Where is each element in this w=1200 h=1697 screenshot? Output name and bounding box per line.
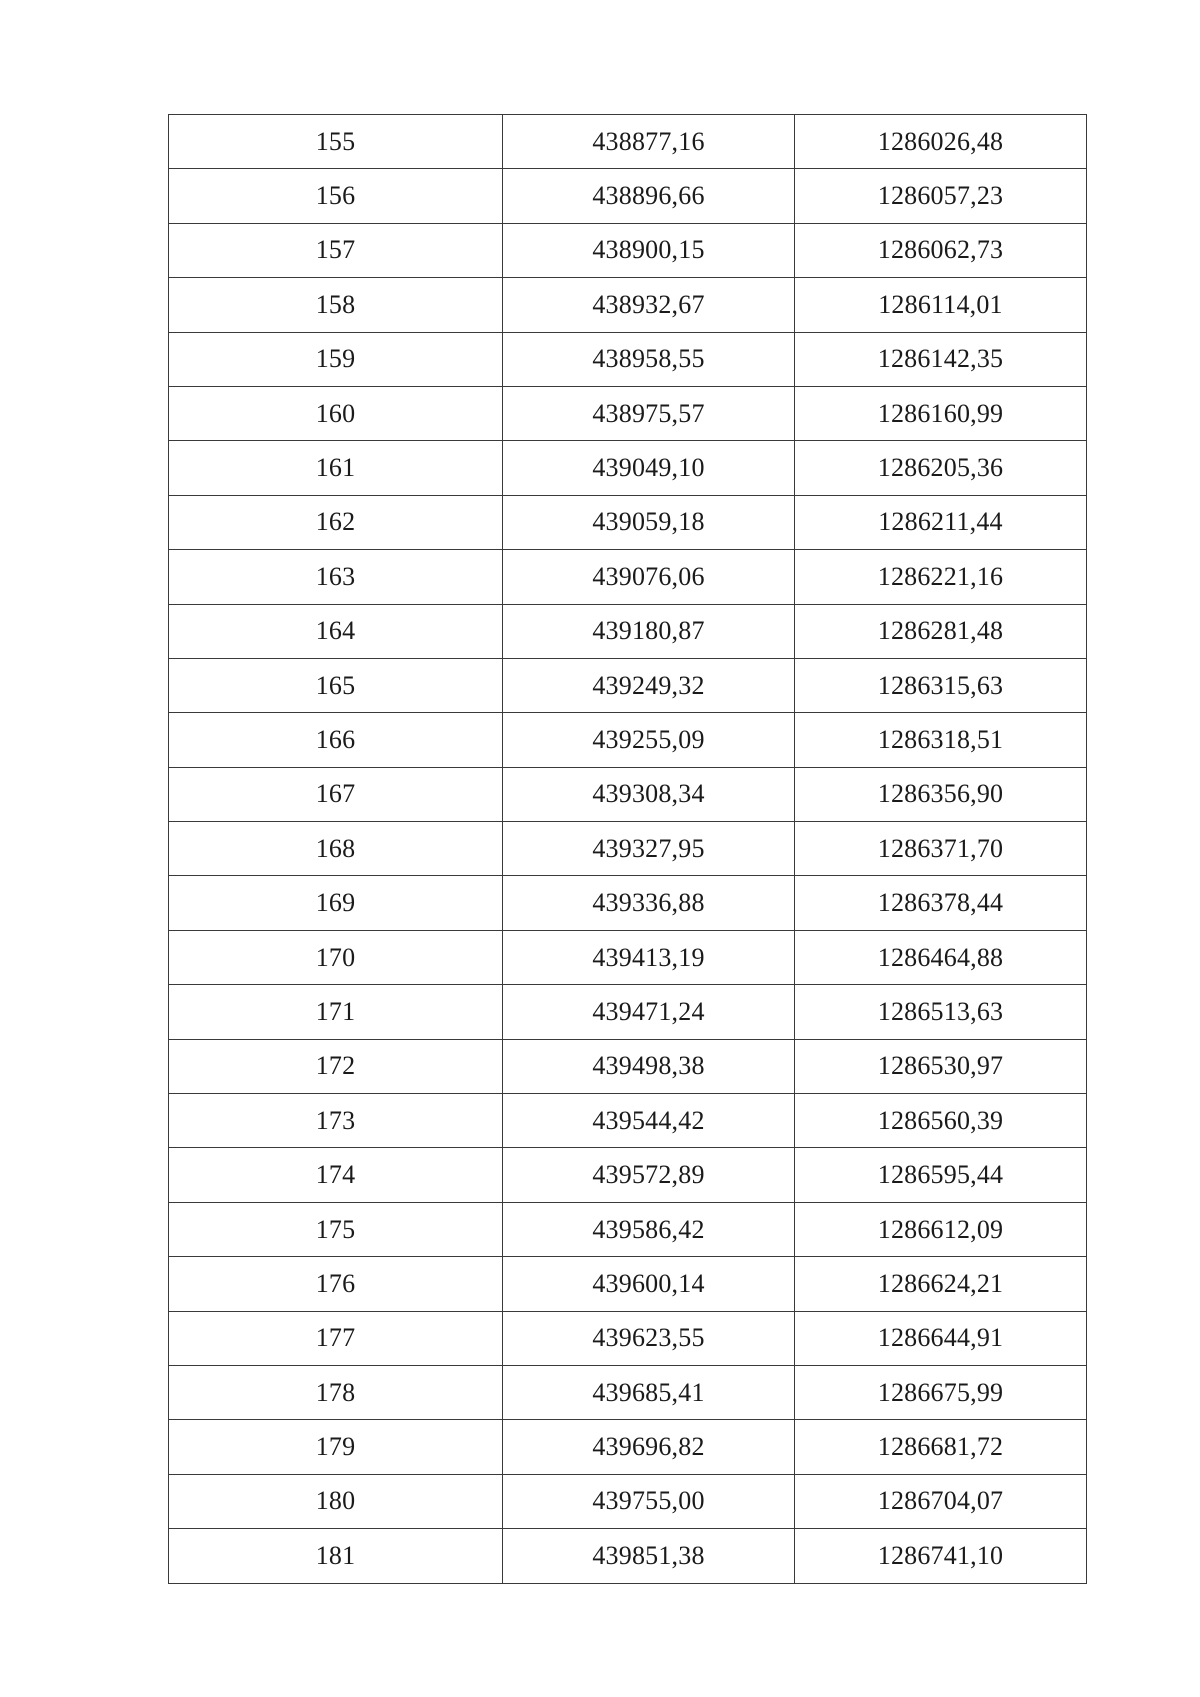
y-coordinate-cell: 1286681,72 [795, 1420, 1087, 1474]
y-coordinate-cell: 1286318,51 [795, 713, 1087, 767]
x-coordinate-cell: 439498,38 [503, 1039, 795, 1093]
point-number-cell: 165 [169, 658, 503, 712]
table-row [169, 1148, 1087, 1202]
y-coordinate-cell: 1286062,73 [795, 223, 1087, 277]
y-coordinate-cell: 1286612,09 [795, 1202, 1087, 1256]
x-coordinate-cell: 439049,10 [503, 441, 795, 495]
point-number-cell: 163 [169, 550, 503, 604]
x-coordinate-cell: 438877,16 [503, 115, 795, 169]
table-row [169, 1094, 1087, 1148]
point-number-cell: 161 [169, 441, 503, 495]
table-row [169, 1039, 1087, 1093]
table-row [169, 1257, 1087, 1311]
table-row [169, 332, 1087, 386]
point-number-cell: 155 [169, 115, 503, 169]
x-coordinate-cell: 439336,88 [503, 876, 795, 930]
coordinates-table [168, 114, 1087, 1584]
x-coordinate-cell: 438932,67 [503, 278, 795, 332]
y-coordinate-cell: 1286142,35 [795, 332, 1087, 386]
x-coordinate-cell: 438958,55 [503, 332, 795, 386]
x-coordinate-cell: 439685,41 [503, 1365, 795, 1419]
x-coordinate-cell: 439755,00 [503, 1474, 795, 1528]
table-row [169, 930, 1087, 984]
table-row [169, 1365, 1087, 1419]
x-coordinate-cell: 439327,95 [503, 822, 795, 876]
x-coordinate-cell: 438975,57 [503, 386, 795, 440]
point-number-cell: 174 [169, 1148, 503, 1202]
x-coordinate-cell: 439308,34 [503, 767, 795, 821]
y-coordinate-cell: 1286513,63 [795, 985, 1087, 1039]
point-number-cell: 159 [169, 332, 503, 386]
x-coordinate-cell: 439544,42 [503, 1094, 795, 1148]
point-number-cell: 181 [169, 1529, 503, 1583]
y-coordinate-cell: 1286221,16 [795, 550, 1087, 604]
table-row [169, 1420, 1087, 1474]
table-row [169, 658, 1087, 712]
y-coordinate-cell: 1286704,07 [795, 1474, 1087, 1528]
table-row [169, 985, 1087, 1039]
point-number-cell: 173 [169, 1094, 503, 1148]
point-number-cell: 167 [169, 767, 503, 821]
x-coordinate-cell: 439255,09 [503, 713, 795, 767]
table-row [169, 495, 1087, 549]
y-coordinate-cell: 1286315,63 [795, 658, 1087, 712]
point-number-cell: 179 [169, 1420, 503, 1474]
y-coordinate-cell: 1286205,36 [795, 441, 1087, 495]
x-coordinate-cell: 438896,66 [503, 169, 795, 223]
point-number-cell: 176 [169, 1257, 503, 1311]
x-coordinate-cell: 439696,82 [503, 1420, 795, 1474]
x-coordinate-cell: 438900,15 [503, 223, 795, 277]
y-coordinate-cell: 1286057,23 [795, 169, 1087, 223]
point-number-cell: 168 [169, 822, 503, 876]
table-row [169, 115, 1087, 169]
y-coordinate-cell: 1286675,99 [795, 1365, 1087, 1419]
x-coordinate-cell: 439851,38 [503, 1529, 795, 1583]
point-number-cell: 175 [169, 1202, 503, 1256]
y-coordinate-cell: 1286644,91 [795, 1311, 1087, 1365]
y-coordinate-cell: 1286211,44 [795, 495, 1087, 549]
table-row [169, 822, 1087, 876]
x-coordinate-cell: 439600,14 [503, 1257, 795, 1311]
y-coordinate-cell: 1286356,90 [795, 767, 1087, 821]
x-coordinate-cell: 439471,24 [503, 985, 795, 1039]
table-row [169, 550, 1087, 604]
y-coordinate-cell: 1286378,44 [795, 876, 1087, 930]
x-coordinate-cell: 439249,32 [503, 658, 795, 712]
y-coordinate-cell: 1286026,48 [795, 115, 1087, 169]
table-row [169, 169, 1087, 223]
table-row [169, 386, 1087, 440]
point-number-cell: 160 [169, 386, 503, 440]
x-coordinate-cell: 439180,87 [503, 604, 795, 658]
point-number-cell: 170 [169, 930, 503, 984]
x-coordinate-cell: 439076,06 [503, 550, 795, 604]
y-coordinate-cell: 1286114,01 [795, 278, 1087, 332]
x-coordinate-cell: 439572,89 [503, 1148, 795, 1202]
table-row [169, 713, 1087, 767]
y-coordinate-cell: 1286624,21 [795, 1257, 1087, 1311]
y-coordinate-cell: 1286464,88 [795, 930, 1087, 984]
table-row [169, 1311, 1087, 1365]
x-coordinate-cell: 439623,55 [503, 1311, 795, 1365]
y-coordinate-cell: 1286530,97 [795, 1039, 1087, 1093]
point-number-cell: 177 [169, 1311, 503, 1365]
point-number-cell: 169 [169, 876, 503, 930]
table-row [169, 1529, 1087, 1583]
point-number-cell: 180 [169, 1474, 503, 1528]
y-coordinate-cell: 1286160,99 [795, 386, 1087, 440]
point-number-cell: 178 [169, 1365, 503, 1419]
point-number-cell: 157 [169, 223, 503, 277]
y-coordinate-cell: 1286371,70 [795, 822, 1087, 876]
x-coordinate-cell: 439586,42 [503, 1202, 795, 1256]
point-number-cell: 172 [169, 1039, 503, 1093]
y-coordinate-cell: 1286741,10 [795, 1529, 1087, 1583]
table-row [169, 1474, 1087, 1528]
point-number-cell: 162 [169, 495, 503, 549]
x-coordinate-cell: 439059,18 [503, 495, 795, 549]
x-coordinate-cell: 439413,19 [503, 930, 795, 984]
table-row [169, 441, 1087, 495]
y-coordinate-cell: 1286281,48 [795, 604, 1087, 658]
table-row [169, 223, 1087, 277]
table-row [169, 1202, 1087, 1256]
point-number-cell: 164 [169, 604, 503, 658]
point-number-cell: 171 [169, 985, 503, 1039]
coordinates-table-body [169, 115, 1087, 1584]
table-row [169, 876, 1087, 930]
table-row [169, 278, 1087, 332]
point-number-cell: 158 [169, 278, 503, 332]
table-row [169, 604, 1087, 658]
point-number-cell: 166 [169, 713, 503, 767]
y-coordinate-cell: 1286595,44 [795, 1148, 1087, 1202]
y-coordinate-cell: 1286560,39 [795, 1094, 1087, 1148]
point-number-cell: 156 [169, 169, 503, 223]
table-row [169, 767, 1087, 821]
